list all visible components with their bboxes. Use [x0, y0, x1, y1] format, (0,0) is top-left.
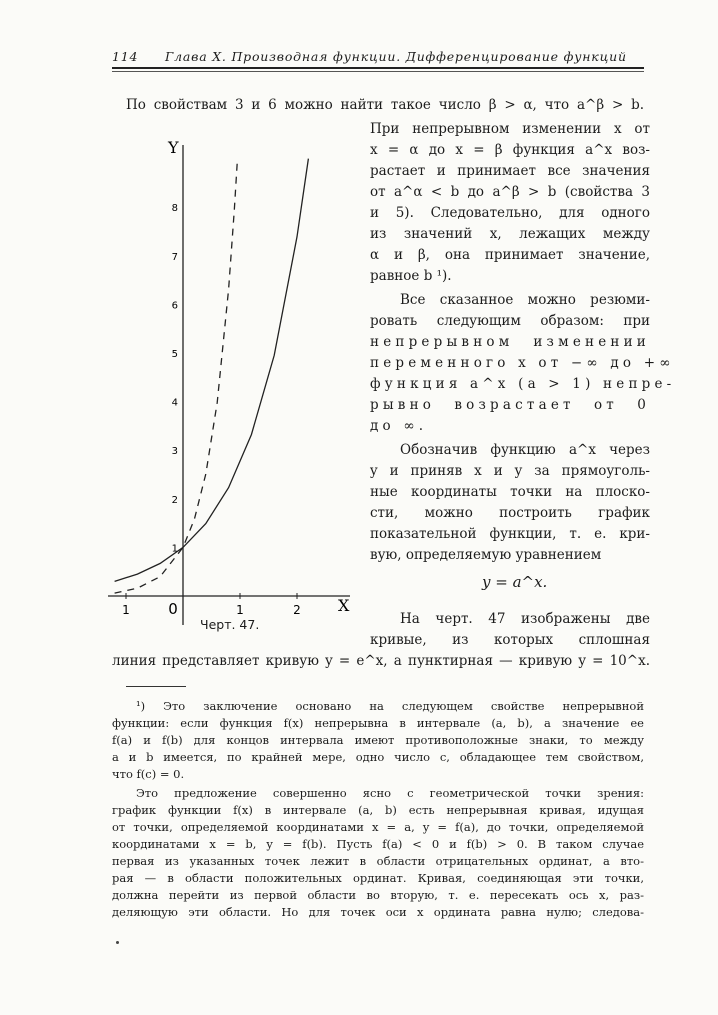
running-title: Глава X. Производная функции. Дифференцирование функций	[165, 49, 627, 64]
x-tick-label: 1	[122, 603, 130, 617]
footnote-line: первая из указанных точек лежит в области отрицательных ординат, а вто-	[112, 854, 644, 868]
header-rule	[112, 67, 644, 69]
y-tick-label: 1	[171, 543, 178, 555]
text-line: показательной функции, т. е. кри-	[370, 526, 650, 542]
text-line: рывно возрастает от 0	[370, 397, 650, 413]
footnote-line: график функции f(x) в интервале (a, b) есть непрерывная кривая, идущая	[112, 803, 644, 817]
text-line: вую, определяемую уравнением	[370, 547, 602, 563]
text-line: равное b ¹).	[370, 268, 452, 284]
text-line: сти, можно построить график	[370, 505, 650, 521]
text-line: кривые, из которых сплошная	[370, 632, 650, 648]
page-mark	[116, 941, 119, 944]
x-tick-label: 0	[168, 600, 178, 618]
text-line: функция a^x (a > 1) непре-	[370, 376, 676, 392]
text-line: При непрерывном изменении x от	[370, 121, 650, 137]
figure-caption: Черт. 47.	[200, 617, 260, 632]
text-line: ровать следующим образом: при	[370, 313, 650, 329]
figure-47	[100, 125, 360, 635]
footnote-line: функции: если функция f(x) непрерывна в интервале (a, b), а значение ее	[112, 716, 644, 730]
equation: y = a^x.	[482, 573, 548, 591]
footnote-line: ¹) Это заключение основано на следующем свойстве непрерывной	[136, 699, 644, 713]
y-tick-label: 5	[171, 349, 178, 360]
footnote-rule	[126, 686, 186, 687]
y-tick-label: 4	[171, 397, 178, 409]
x-tick-label: 2	[293, 603, 301, 617]
exponential-graph	[100, 125, 360, 635]
y-tick-label: 7	[171, 251, 178, 263]
footnote-line: должна перейти из первой области во вторую, т. е. пересекать ось x, раз-	[112, 888, 644, 902]
footnote-line: деляющую эти области. Но для точек оси x ордината равна нулю; следова-	[112, 905, 644, 919]
text-line: ные координаты точки на плоско-	[370, 484, 650, 500]
y-tick-label: 3	[171, 446, 178, 458]
x-axis-label: X	[338, 596, 350, 615]
y-axis-label: Y	[168, 138, 179, 157]
curve-10-x	[115, 163, 238, 593]
y-tick-label: 6	[171, 300, 178, 312]
text-line: По свойствам 3 и 6 можно найти такое число β > α, что a^β > b.	[126, 97, 644, 113]
y-tick-label: 8	[171, 203, 178, 215]
curve-e-x	[115, 159, 309, 582]
footnote-line: Это предложение совершенно ясно с геометрической точки зрения:	[136, 786, 644, 800]
text-line: На черт. 47 изображены две	[400, 611, 650, 627]
text-line: линия представляет кривую y = e^x, а пунктирная — кривую y = 10^x.	[112, 653, 650, 669]
text-line: y и приняв x и y за прямоуголь-	[370, 463, 650, 479]
text-line: переменного x от −∞ до +∞	[370, 355, 675, 371]
text-line: α и β, она принимает значение,	[370, 247, 650, 263]
text-line: и 5). Следовательно, для одного	[370, 205, 650, 221]
footnote-line: координатами x = b, y = f(b). Пусть f(a) < 0 и f(b) > 0. В таком случае	[112, 837, 644, 851]
footnote-line: a и b имеется, по крайней мере, одно число c, обладающее тем свойством,	[112, 750, 644, 764]
text-line: Все сказанное можно резюми-	[400, 292, 650, 308]
text-line: x = α до x = β функция a^x воз-	[370, 142, 650, 158]
text-line: из значений x, лежащих между	[370, 226, 650, 242]
page-number: 114	[112, 49, 139, 64]
text-line: непрерывном изменении	[370, 334, 650, 350]
header-rule-thin	[112, 71, 644, 72]
footnote-line: рая — в области положительных ординат. Кривая, соединяющая эти точки,	[112, 871, 644, 885]
text-line: растает и принимает все значения	[370, 163, 650, 179]
text-line: Обозначив функцию a^x через	[400, 442, 650, 458]
running-header	[112, 49, 627, 64]
footnote-line: что f(c) = 0.	[112, 767, 185, 781]
footnote-line: f(a) и f(b) для концов интервала имеют противоположные знаки, то между	[112, 733, 644, 747]
footnote-line: от точки, определяемой координатами x = a, y = f(a), до точки, определяемой	[112, 820, 644, 834]
text-line: до ∞.	[370, 418, 428, 434]
text-line: от a^α < b до a^β > b (свойства 3	[370, 184, 650, 200]
x-tick-label: 1	[236, 603, 244, 617]
y-tick-label: 2	[171, 494, 178, 506]
